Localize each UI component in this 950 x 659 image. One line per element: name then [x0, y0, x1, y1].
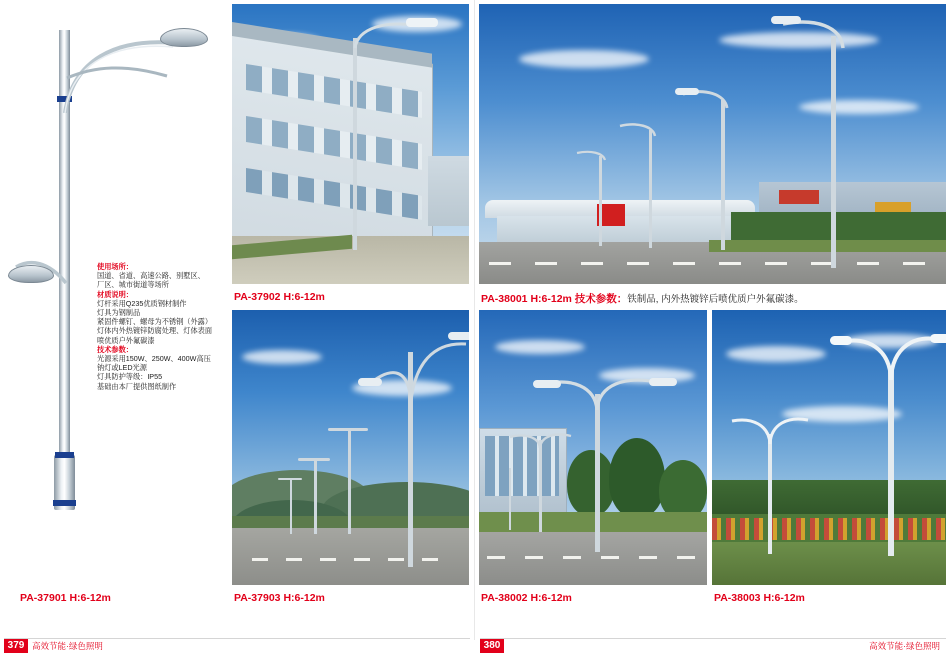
cloud: [519, 50, 649, 68]
tree: [659, 460, 707, 520]
caption-code-38002: PA-38002: [481, 592, 528, 604]
spec-heading-use: 使用场所：: [97, 262, 133, 271]
caption-37903: [234, 592, 325, 604]
lamp-pole-far-1: [539, 440, 542, 532]
billboard-red: [779, 190, 819, 204]
spec-tech-line-4: 基础由本厂提供图纸制作: [97, 381, 177, 391]
lamp-pole-m1: [721, 100, 725, 250]
spec-material-line-2: 灯具为钢制品: [97, 308, 141, 318]
spec-heading-material: 材质说明：: [97, 289, 133, 299]
lamp-pole-second: [768, 434, 772, 554]
caption-38001: [481, 291, 804, 306]
lamp-pole-2: [348, 430, 351, 534]
caption-note-label-38001: 技术参数：: [574, 293, 628, 305]
spec-material-line-3: 紧固件螺钉、螺母为不锈钢（外露）: [97, 317, 213, 327]
spec-tech-line-3: 灯具防护等级：IP55: [97, 372, 163, 382]
lamp-head-tall-left: [830, 336, 852, 345]
road-lane-marks: [487, 556, 699, 559]
spec-material-line-4: 灯体内外热镀锌防腐处理、灯体表面: [97, 326, 213, 336]
product-image-37901: [0, 0, 232, 600]
median-garden: [709, 240, 946, 252]
cloud: [726, 346, 826, 362]
lamp-arm-3: [298, 458, 330, 461]
cloud: [495, 340, 585, 354]
caption-height-38002: H:6-12m: [530, 592, 572, 604]
lamp-head-right-big: [771, 16, 801, 24]
product-image-37903: [232, 310, 469, 585]
highway-road: [232, 525, 469, 585]
tree-line: [731, 212, 946, 240]
lamp-pole-far-2: [509, 468, 511, 530]
street-lamp-head: [406, 18, 438, 27]
flower-bed-blooms: [712, 518, 946, 540]
tree: [609, 438, 665, 518]
luminaire-top: [160, 28, 208, 47]
side-building: [428, 156, 469, 226]
spec-material-line-1: 灯杆采用Q235优质钢材制作: [97, 298, 187, 308]
caption-height-37902: H:6-12m: [283, 291, 325, 303]
lamp-head-near-right: [649, 378, 677, 386]
cloud: [799, 100, 919, 114]
lamp-pole-right-big: [831, 36, 836, 268]
spec-material-line-5: 喷优质户外氟碳漆: [97, 335, 155, 345]
lamp-head-tall-right: [930, 334, 946, 343]
caption-note-38001: 铁制品, 内外热镀锌后喷优质户外氟碳漆。: [627, 294, 804, 305]
caption-37902: [234, 291, 325, 303]
lamp-pole-near: [595, 394, 600, 552]
luminaire-lower: [8, 265, 54, 283]
spec-heading-tech: 技术参数：: [97, 344, 133, 354]
lamp-head-near-left: [533, 380, 561, 388]
product-image-38002: [479, 310, 707, 585]
product-image-38003: [712, 310, 946, 585]
tree: [567, 450, 615, 516]
specification-block: [97, 262, 232, 391]
product-image-38001: [479, 4, 946, 284]
spec-use-line-2: 厂区、城市街道等场所: [97, 280, 169, 290]
page-gutter: [474, 0, 475, 640]
pole-band-mid: [55, 452, 74, 458]
caption-code-37903: PA-37903: [234, 592, 281, 604]
spec-tech-line-2: 钠灯或LED光源: [97, 363, 147, 373]
caption-38003: [714, 592, 805, 604]
lamp-pole-tall: [888, 366, 894, 556]
lamp-head-near-left: [358, 378, 382, 386]
cloud: [242, 350, 322, 364]
lamp-arm-4: [278, 478, 302, 480]
page-number-right: 380: [480, 639, 504, 653]
lamp-arm-m2: [617, 120, 657, 138]
caption-code-37901: PA-37901: [20, 592, 67, 604]
lamp-head-m1: [675, 88, 699, 95]
spec-tech-line-1: 光源采用150W、250W、400W高压: [97, 354, 211, 364]
lamp-head-near-right: [448, 332, 469, 340]
caption-height-37901: H:6-12m: [69, 592, 111, 604]
caption-37901: [20, 592, 111, 604]
caption-code-37902: PA-37902: [234, 291, 281, 303]
lamp-arms-tall: [836, 326, 946, 382]
spec-use-line-1: 国道、省道、高速公路、别墅区、: [97, 271, 205, 281]
page-number-left: 379: [4, 639, 28, 653]
footer-slogan-left: 高效节能·绿色照明: [32, 641, 103, 651]
lamp-arms-far-1: [507, 428, 575, 450]
road-marking: [252, 558, 452, 561]
caption-38002: [481, 592, 572, 604]
caption-height-38001: H:6-12m: [530, 293, 572, 305]
product-image-37902: [232, 4, 469, 284]
caption-height-37903: H:6-12m: [283, 592, 325, 604]
lamp-arms-near: [541, 368, 661, 412]
lamp-pole-m2: [649, 130, 652, 248]
street-lamp-pole: [353, 38, 357, 250]
lamp-arms-second: [728, 410, 812, 446]
pole-band-bottom: [53, 500, 76, 506]
footer-slogan-right: 高效节能·绿色照明: [869, 641, 940, 651]
lamp-pole-m3: [599, 156, 602, 246]
lamp-pole-4: [290, 480, 292, 534]
caption-code-38001: PA-38001: [481, 293, 528, 305]
foreground-lawn: [712, 542, 946, 585]
road-lane-marks: [489, 262, 929, 265]
lamp-pole-3: [314, 460, 317, 534]
caption-height-38003: H:6-12m: [763, 592, 805, 604]
lamp-arm-m3: [575, 148, 607, 162]
lamp-arm-2: [328, 428, 368, 431]
caption-code-38003: PA-38003: [714, 592, 761, 604]
